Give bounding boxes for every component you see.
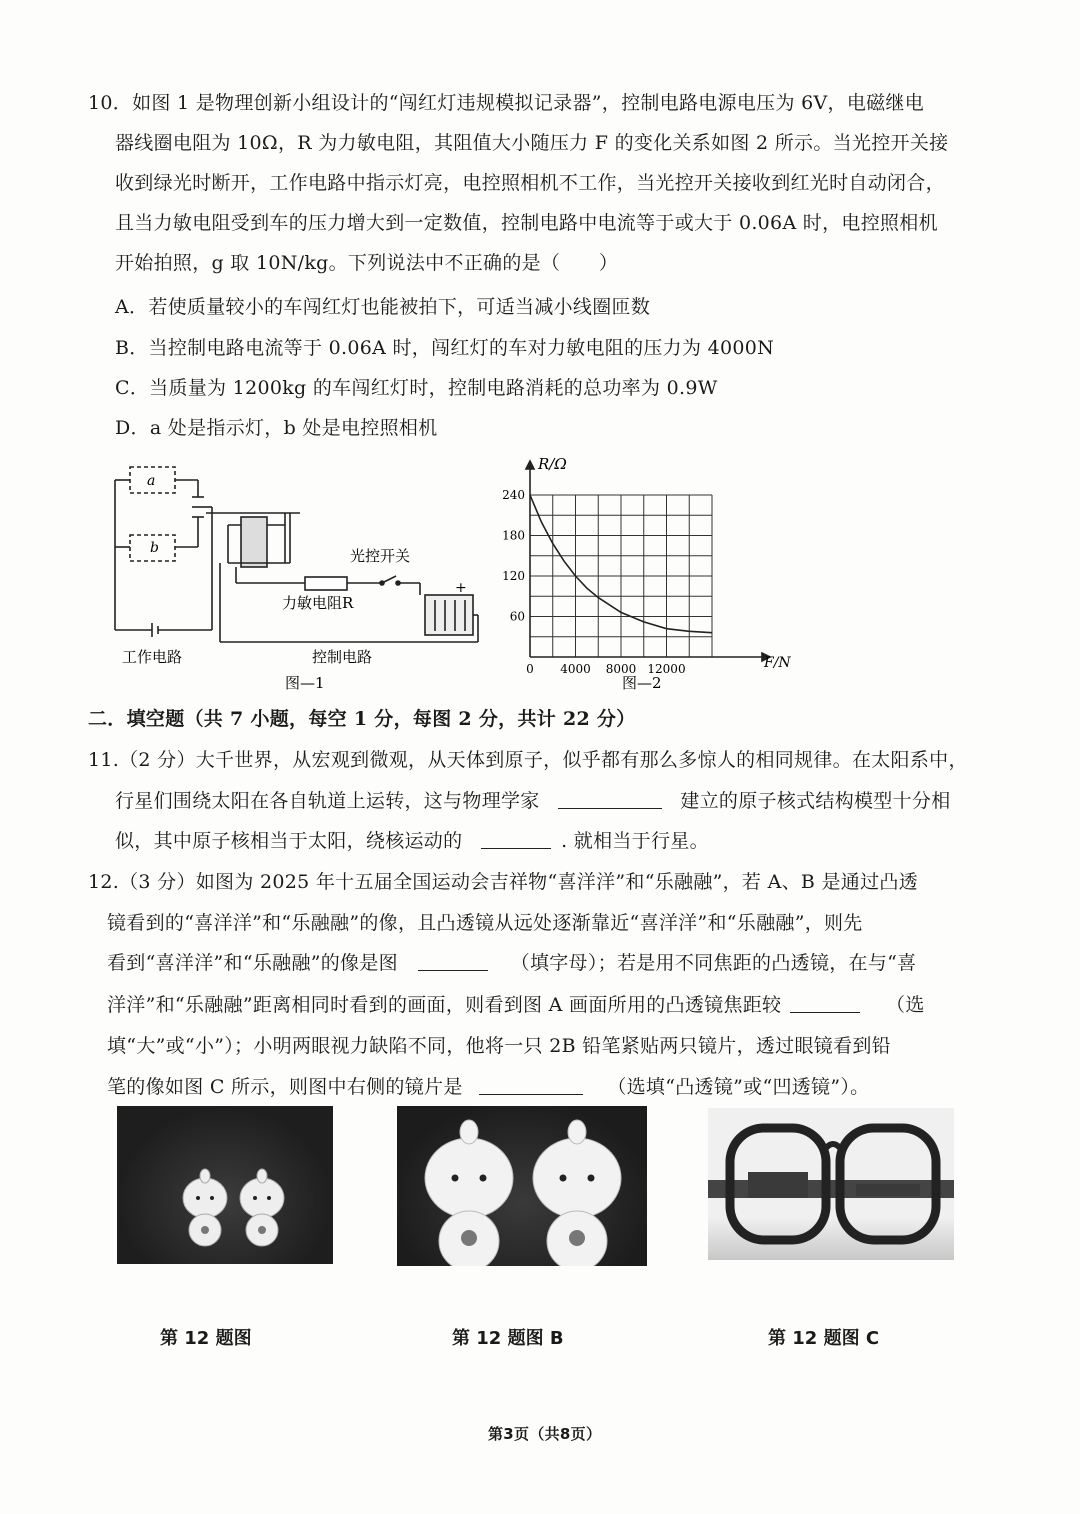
q10-line-5: 开始拍照，g 取 10N/kg。下列说法中不正确的是（ ） xyxy=(115,252,619,274)
label-b: b xyxy=(150,540,159,556)
q10-option-a: A．若使质量较小的车闯红灯也能被拍下，可适当减小线圈匝数 xyxy=(115,296,651,318)
photo-figure-a xyxy=(117,1106,333,1264)
mascots-large-image xyxy=(397,1106,647,1266)
q10-line-2: 器线圈电阻为 10Ω，R 为力敏电阻，其阻值大小随压力 F 的变化关系如图 2 所示。当光控开关接 xyxy=(115,132,949,154)
q11-line-3-text: 似，其中原子核相当于太阳，绕核运动的 xyxy=(115,830,463,852)
x-tick-label: 0 xyxy=(526,662,534,676)
label-a: a xyxy=(147,473,156,489)
answer-blank-lens[interactable] xyxy=(479,1076,583,1095)
caption-figure-12c: 第 12 题图 C xyxy=(768,1328,880,1349)
q12-line-3-text-b: （填字母）；若是用不同焦距的凸透镜，在与“喜 xyxy=(510,952,917,974)
q12-line-4-text: 洋洋”和“乐融融”距离相同时看到的画面，则看到图 A 画面所用的凸透镜焦距较 xyxy=(107,994,782,1016)
q12-line-1: 12.（3 分）如图为 2025 年十五届全国运动会吉祥物“喜洋洋”和“乐融融”，若 A、B 是通过凸透 xyxy=(88,871,918,893)
resistance-force-chart xyxy=(500,455,810,695)
q12-line-5: 填“大”或“小”）；小明两眼视力缺陷不同，他将一只 2B 铅笔紧贴两只镜片，透过眼镜看到铅 xyxy=(107,1035,891,1057)
page-footer: 第3页（共8页） xyxy=(488,1425,602,1443)
q11-line-2 xyxy=(115,786,951,813)
photo-figure-c xyxy=(708,1108,954,1260)
photo-figure-b xyxy=(397,1106,647,1266)
switch-label: 光控开关 xyxy=(350,547,411,565)
q11-line-3 xyxy=(115,826,709,853)
circuit-diagram xyxy=(100,455,490,695)
q12-line-6-text: 笔的像如图 C 所示，则图中右侧的镜片是 xyxy=(107,1076,463,1098)
q10-option-d: D．a 处是指示灯，b 处是电控照相机 xyxy=(115,417,438,439)
figure1-caption: 图—1 xyxy=(285,674,325,692)
plus-sign: + xyxy=(455,580,467,596)
q11-line-2-text-b: 建立的原子核式结构模型十分相 xyxy=(680,790,951,812)
q12-line-3 xyxy=(107,948,916,975)
y-axis-label: R/Ω xyxy=(538,455,567,473)
glasses-pencil-image xyxy=(708,1108,954,1260)
resistor-label: 力敏电阻R xyxy=(282,594,354,612)
q11-line-3-text-b: . 就相当于行星。 xyxy=(561,830,709,852)
q10-line-4: 且当力敏电阻受到车的压力增大到一定数值，控制电路中电流等于或大于 0.06A 时，电控照相机 xyxy=(115,212,938,234)
work-circuit-label: 工作电路 xyxy=(122,648,183,666)
y-tick-label: 240 xyxy=(502,488,525,502)
q11-line-2-text: 行星们围绕太阳在各自轨道上运转，这与物理学家 xyxy=(115,790,540,812)
q10-option-c: C．当质量为 1200kg 的车闯红灯时，控制电路消耗的总功率为 0.9W xyxy=(115,377,718,399)
control-circuit-label: 控制电路 xyxy=(312,648,373,666)
y-tick-label: 120 xyxy=(502,569,525,583)
y-tick-label: 180 xyxy=(502,528,525,543)
answer-blank-physicist[interactable] xyxy=(558,790,662,809)
figure2-caption: 图—2 xyxy=(622,674,662,692)
section-2-heading: 二．填空题（共 7 小题，每空 1 分，每图 2 分，共计 22 分） xyxy=(88,708,636,730)
caption-figure-12b: 第 12 题图 B xyxy=(452,1328,564,1349)
x-tick-label: 8000 xyxy=(605,662,637,676)
y-axis-arrow xyxy=(526,461,534,469)
answer-blank-particle[interactable] xyxy=(481,830,551,849)
q11-line-1: 11.（2 分）大千世界，从宏观到微观，从天体到原子，似乎都有那么多惊人的相同规律。在太阳系中， xyxy=(88,749,968,771)
q12-line-6-text-b: （选填“凸透镜”或“凹透镜”）。 xyxy=(607,1076,870,1098)
q12-line-3-text: 看到“喜洋洋”和“乐融融”的像是图 xyxy=(107,952,398,974)
y-tick-label: 60 xyxy=(509,609,525,624)
q12-line-4-text-b: （选 xyxy=(886,994,925,1016)
x-axis-label: F/N xyxy=(764,655,791,671)
q10-line-1: 10．如图 1 是物理创新小组设计的“闯红灯违规模拟记录器”，控制电路电源电压为 6V，电磁继电 xyxy=(88,92,925,114)
q10-option-b: B．当控制电路电流等于 0.06A 时，闯红灯的车对力敏电阻的压力为 4000N xyxy=(115,337,775,359)
q12-line-2: 镜看到的“喜洋洋”和“乐融融”的像，且凸透镜从远处逐渐靠近“喜洋洋”和“乐融融”，则先 xyxy=(107,912,863,934)
x-tick-label: 4000 xyxy=(560,662,591,676)
q12-line-6 xyxy=(107,1072,869,1099)
x-tick-label: 12000 xyxy=(647,662,686,676)
answer-blank-focal[interactable] xyxy=(790,994,860,1013)
mascots-small-image xyxy=(117,1106,333,1264)
q10-line-3: 收到绿光时断开，工作电路中指示灯亮，电控照相机不工作，当光控开关接收到红光时自动闭合， xyxy=(115,172,945,194)
caption-figure-12: 第 12 题图 xyxy=(160,1328,252,1349)
q12-line-4 xyxy=(107,990,925,1017)
answer-blank-figure[interactable] xyxy=(418,952,488,971)
